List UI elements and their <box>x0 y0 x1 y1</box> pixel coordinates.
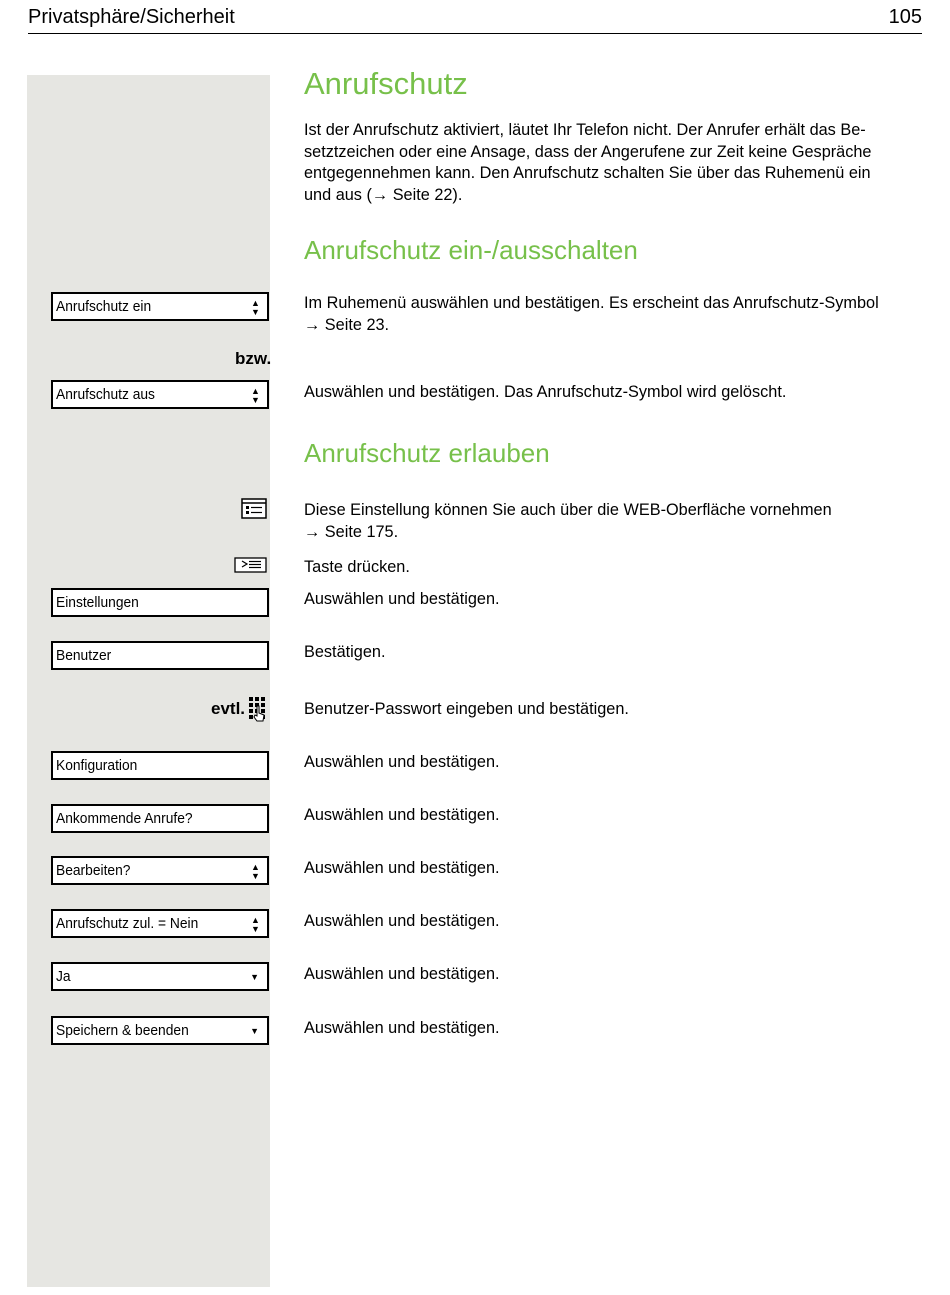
up-down-arrow-icon: ▲ ▼ <box>251 386 260 405</box>
down-arrow-icon: ▼ <box>250 972 259 982</box>
menu-item-label: Bearbeiten? <box>56 862 131 879</box>
step-description: Auswählen und bestätigen. <box>304 753 500 771</box>
desc-line: → Seite 175. <box>304 522 399 541</box>
step-description <box>304 500 922 543</box>
optional-label: evtl. <box>211 699 246 718</box>
menu-item-konfiguration[interactable] <box>51 751 269 780</box>
keypad-icon <box>248 696 268 728</box>
intro-line: Ist der Anrufschutz aktiviert, läutet Ihr Telefon nicht. Der Anrufer erhält das Be- <box>304 121 866 139</box>
page-header <box>28 6 922 34</box>
menu-item-ja[interactable] <box>51 962 269 991</box>
step-description: Taste drücken. <box>304 558 410 576</box>
menu-item-anrufschutz-aus[interactable] <box>51 380 269 409</box>
section-title: Privatsphäre/Sicherheit <box>28 6 235 28</box>
menu-item-label: Anrufschutz ein <box>56 298 152 315</box>
step-description: Auswählen und bestätigen. Das Anrufschutz-Symbol wird gelöscht. <box>304 383 787 401</box>
step-description: Auswählen und bestätigen. <box>304 1019 500 1037</box>
menu-item-benutzer[interactable] <box>51 641 269 670</box>
step-description: Auswählen und bestätigen. <box>304 965 500 983</box>
page-number: 105 <box>888 6 922 28</box>
page-title: Anrufschutz <box>304 66 468 101</box>
menu-item-ankommende-anrufe[interactable] <box>51 804 269 833</box>
web-interface-icon <box>241 498 267 524</box>
intro-paragraph <box>304 120 922 206</box>
menu-item-speichern-beenden[interactable] <box>51 1016 269 1045</box>
section-heading-allow: Anrufschutz erlauben <box>304 438 550 468</box>
intro-line: und aus (→ Seite 22). <box>304 185 463 204</box>
menu-item-einstellungen[interactable] <box>51 588 269 617</box>
or-label: bzw. <box>235 349 272 368</box>
step-description: Bestätigen. <box>304 643 386 661</box>
step-description: Benutzer-Passwort eingeben und bestätigen. <box>304 700 629 718</box>
up-down-arrow-icon: ▲ ▼ <box>251 862 260 881</box>
step-description: Auswählen und bestätigen. <box>304 859 500 877</box>
menu-item-bearbeiten[interactable] <box>51 856 269 885</box>
menu-item-label: Speichern & beenden <box>56 1022 189 1039</box>
step-description: Auswählen und bestätigen. <box>304 590 500 608</box>
up-down-arrow-icon: ▲ ▼ <box>251 915 260 934</box>
menu-item-label: Benutzer <box>56 647 112 664</box>
step-description: Auswählen und bestätigen. <box>304 912 500 930</box>
menu-item-label: Anrufschutz zul. = Nein <box>56 915 199 932</box>
menu-item-label: Anrufschutz aus <box>56 386 155 403</box>
menu-item-label: Ja <box>56 968 71 985</box>
menu-item-label: Ankommende Anrufe? <box>56 810 193 827</box>
step-description <box>304 293 922 336</box>
menu-key-icon <box>234 557 267 578</box>
down-arrow-icon: ▼ <box>250 1026 259 1036</box>
desc-line: Diese Einstellung können Sie auch über die WEB-Oberfläche vornehmen <box>304 501 832 519</box>
section-heading-toggle: Anrufschutz ein-/ausschalten <box>304 235 638 265</box>
menu-item-label: Einstellungen <box>56 594 139 611</box>
menu-item-anrufschutz-zulassen[interactable] <box>51 909 269 938</box>
menu-item-label: Konfiguration <box>56 757 138 774</box>
desc-line: → Seite 23. <box>304 315 390 334</box>
sidebar-panel <box>27 75 270 1287</box>
desc-line: Im Ruhemenü auswählen und bestätigen. Es erscheint das Anrufschutz-Symbol <box>304 294 879 312</box>
intro-line: entgegennehmen kann. Den Anrufschutz schalten Sie über das Ruhemenü ein <box>304 164 871 182</box>
menu-item-anrufschutz-ein[interactable] <box>51 292 269 321</box>
intro-line: setztzeichen oder eine Ansage, dass der Angerufene zur Zeit keine Gespräche <box>304 142 872 161</box>
up-down-arrow-icon: ▲ ▼ <box>251 298 260 317</box>
step-description: Auswählen und bestätigen. <box>304 806 500 824</box>
